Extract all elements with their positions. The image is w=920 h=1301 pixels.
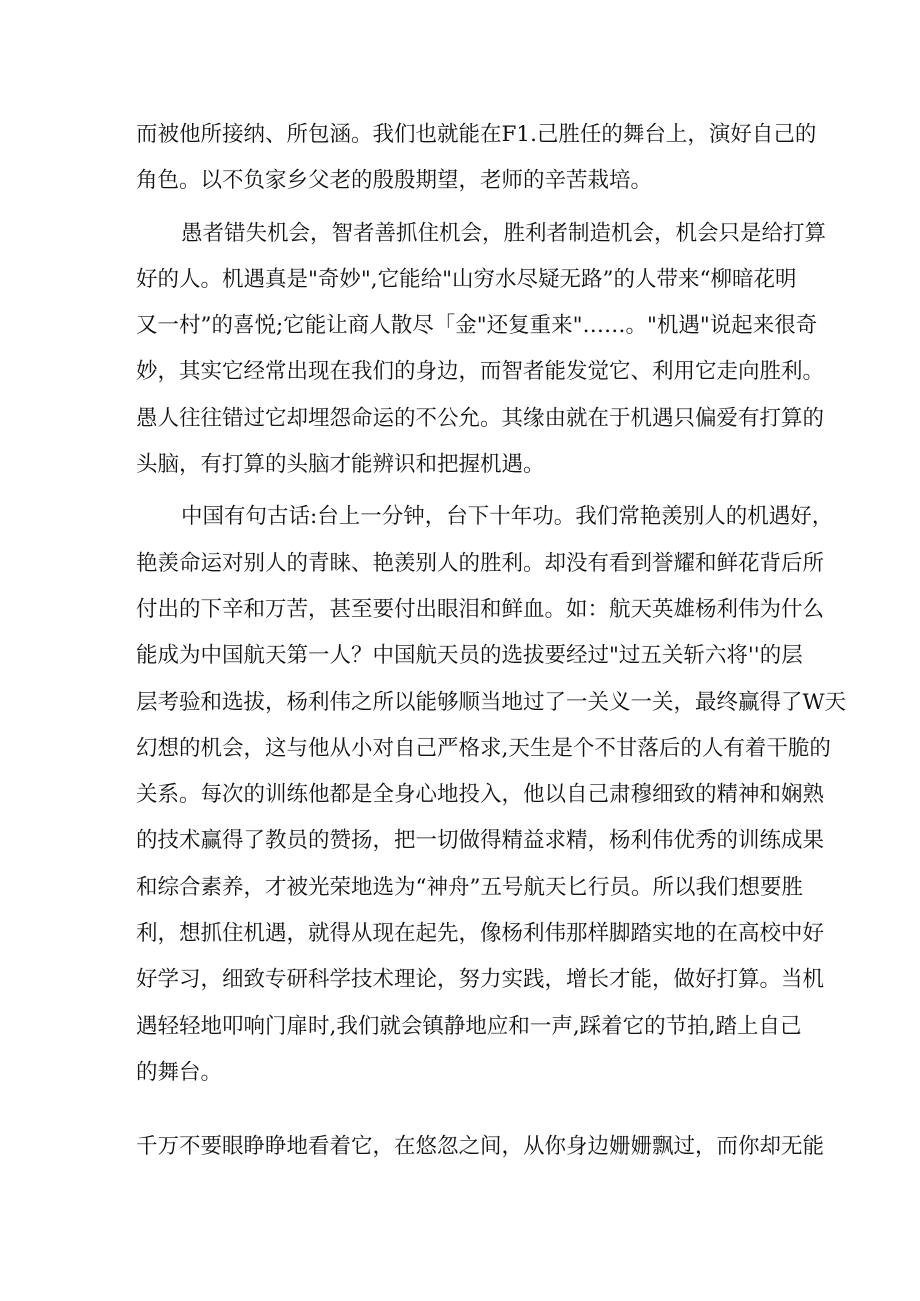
- text-line: 的技术赢得了教员的赞扬，把一切做得精益求精，杨利伟优秀的训练成果: [136, 828, 825, 854]
- text-line: 愚者错失机会，智者善抓住机会，胜利者制造机会，机会只是给打算: [181, 220, 827, 246]
- text-line: 妙，其实它经常出现在我们的身边，而智者能发觉它、利用它走向胜利。: [136, 359, 825, 385]
- paragraph-4: 千万不要眼睁睁地看着它，在悠忽之间，从你身边姗姗飘过，而你却无能: [136, 1134, 825, 1159]
- text-line: 利，想抓住机遇，就得从现在起先，像杨利伟那样脚踏实地的在高校中好: [136, 921, 825, 947]
- text-line: 层考验和选拔，杨利伟之所以能够顺当地过了一关义一关，最终赢得了W天: [136, 689, 847, 715]
- text-line: 而被他所接纳、所包涵。我们也就能在F1.己胜任的舞台上，演好自己的: [136, 122, 817, 147]
- text-line: 又一村”的喜悦;它能让商人散尽「金"还复重来"……。"机遇"说起来很奇: [136, 313, 818, 339]
- text-line: 关系。每次的训练他都是全身心地投入，他以自己肃穆细致的精神和娴熟: [136, 782, 825, 808]
- text-line: 遇轻轻地叩响门扉时,我们就会镇静地应和一声,踩着它的节拍,踏上自己: [136, 1013, 802, 1039]
- paragraph-2: [136, 211, 827, 489]
- text-line: 头脑，有打算的头脑才能辨识和把握机遇。: [136, 452, 545, 478]
- text-line: 愚人往往错过它却埋怨命运的不公允。其缘由就在于机遇只偏爱有打算的: [136, 405, 825, 431]
- text-line: 角色。以不负家乡父老的殷殷期望，老师的辛苦栽培。: [136, 168, 653, 194]
- text-line: 付出的下辛和万苦，甚至要付出眼泪和鲜血。如：航天英雄杨利伟为什么: [136, 596, 825, 622]
- text-line: 幻想的机会，这与他从小对自己严格求,天生是个不甘落后的人有着干脆的: [136, 735, 831, 761]
- paragraph-1: [136, 112, 817, 205]
- text-line: 和综合素养，才被光荣地选为“神舟”五号航天匕行员。所以我们想要胜: [136, 874, 803, 900]
- text-line: 艳羡命运对别人的青睐、艳羡别人的胜利。却没有看到誉耀和鲜花背后所: [136, 550, 825, 576]
- paragraph-3: [136, 494, 847, 1096]
- text-line: 的舞台。: [136, 1059, 223, 1085]
- text-line: 好的人。机遇真是"奇妙",它能给"山穷水尽疑无路”的人带来“柳暗花明: [136, 266, 797, 292]
- text-line: 好学习，细致专研科学技术理论，努力实践，增长才能，做好打算。当机: [136, 967, 825, 993]
- document-body: [136, 112, 847, 1096]
- text-line: 能成为中国航天第一人？中国航天员的选拔要经过"过五关斩六将''的层: [136, 643, 803, 669]
- text-line: 中国有句古话:台上一分钟，台下十年功。我们常艳羡别人的机遇好，: [181, 504, 834, 530]
